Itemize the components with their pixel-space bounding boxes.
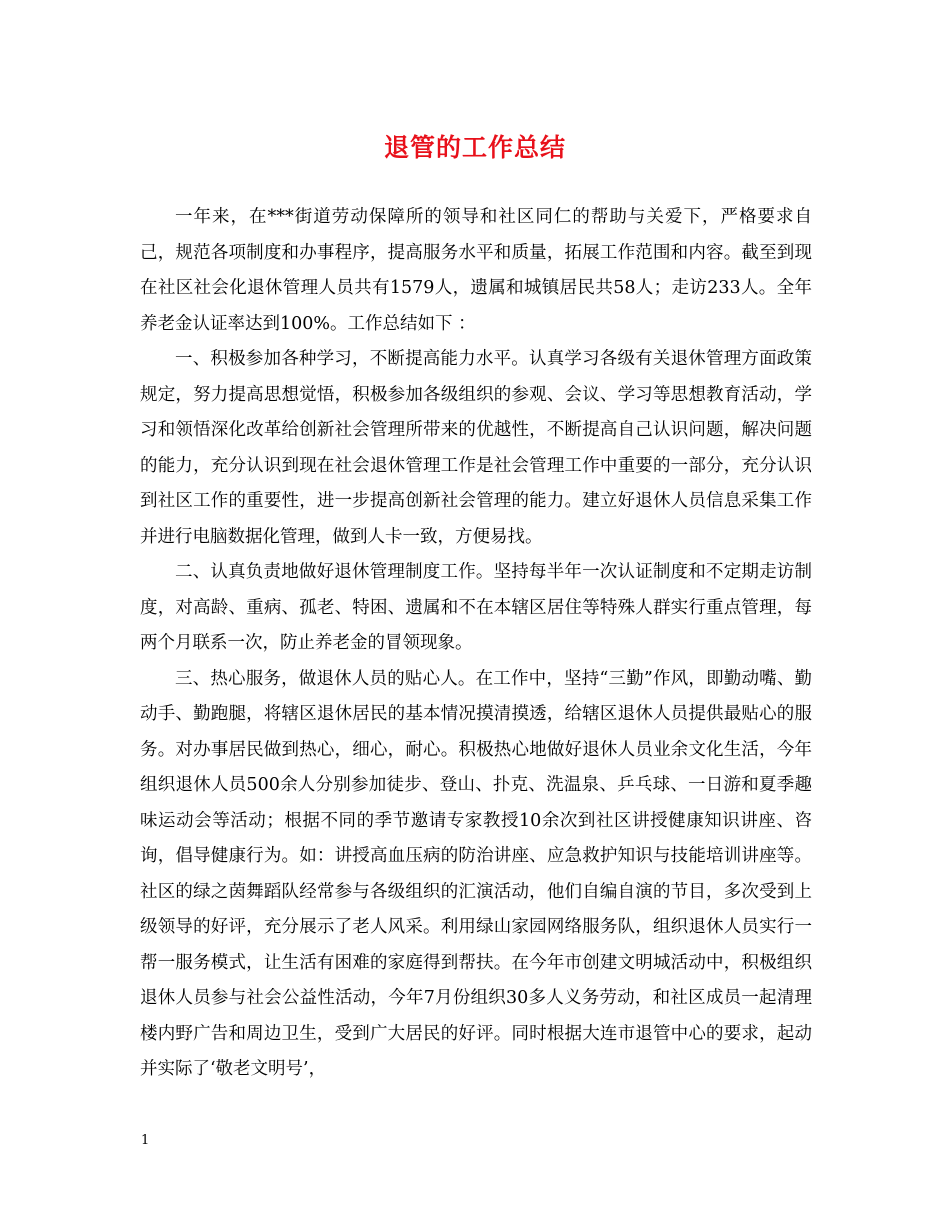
document-title: 退管的工作总结: [383, 133, 566, 162]
document-body: [140, 200, 812, 1088]
paragraph-intro: 一年来，在***街道劳动保障所的领导和社区同仁的帮助与关爱下，严格要求自己，规范各项制度和办事程序，提高服务水平和质量，拓展工作范围和内容。截至到现在社区社会化退休管理人员共有1579人，遗属和城镇居民共58人；走访233人。全年养老金认证率达到100%。工作总结如下 ：: [140, 207, 812, 334]
paragraph-section-2: 二、认真负责地做好退休管理制度工作。坚持每半年一次认证制度和不定期走访制度，对高龄、重病、孤老、特困、遗属和不在本辖区居住等特殊人群实行重点管理，每两个月联系一次，防止养老金的冒领现象。: [140, 562, 812, 653]
paragraph-section-3: 三、热心服务，做退休人员的贴心人。在工作中，坚持“三勤”作风，即勤动嘴、勤动手、勤跑腿，将辖区退休居民的基本情况摸清摸透，给辖区退休人员提供最贴心的服务。对办事居民做到热心，细心，耐心。积极热心地做好退休人员业余文化生活，今年组织退休人员500余人分别参加徒步、登山、扑克、洗温泉、乒乓球、一日游和夏季趣味运动会等活动；根据不同的季节邀请专家教授10余次到社区讲授健康知识讲座、咨询，倡导健康行为。如：讲授高血压病的防治讲座、应急救护知识与技能培训讲座等。社区的绿之茵舞蹈队经常参与各级组织的汇演活动，他们自编自演的节目，多次受到上级领导的好评，充分展示了老人风采。利用绿山家园网络服务队，组织退休人员实行一帮一服务模式，让生活有困难的家庭得到帮扶。在今年市创建文明城活动中，积极组织退休人员参与社会公益性活动，今年7月份组织30多人义务劳动，和社区成员一起清理楼内野广告和周边卫生，受到广大居民的好评。同时根据大连市退管中心的要求，起动并实际了‘敬老文明号’，: [140, 668, 812, 1079]
paragraph-section-1: 一、积极参加各种学习，不断提高能力水平。认真学习各级有关退休管理方面政策规定，努力提高思想觉悟，积极参加各级组织的参观、会议、学习等思想教育活动，学习和领悟深化改革给创新社会管理所带来的优越性，不断提高自己认识问题，解决问题的能力，充分认识到现在社会退休管理工作是社会管理工作中重要的一部分，充分认识到社区工作的重要性，进一步提高创新社会管理的能力。建立好退休人员信息采集工作并进行电脑数据化管理，做到人卡一致，方便易找。: [140, 349, 812, 547]
page-number: 1: [141, 1133, 150, 1148]
